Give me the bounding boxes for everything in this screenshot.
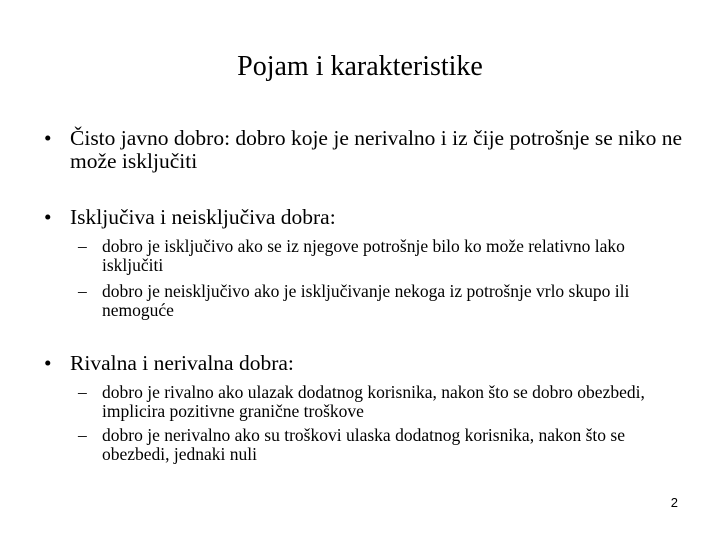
bullet-symbol: • (44, 351, 52, 375)
bullet-text: Rivalna i nerivalna dobra: (70, 351, 294, 375)
slide-title: Pojam i karakteristike (237, 51, 483, 82)
bullet-text: Čisto javno dobro: dobro koje je nerivalno i iz čije potrošnje se niko ne može isključiti (70, 126, 683, 173)
dash-symbol: – (78, 281, 87, 301)
dash-symbol: – (78, 382, 87, 402)
bullet-item-rival-goods (44, 352, 694, 375)
sub-item-text: dobro je neisključivo ako je isključivanje nekoga iz potrošnje vrlo skupo ili nemoguće (102, 281, 630, 320)
sub-item-rival (78, 383, 688, 421)
bullet-item-excludable-goods (44, 206, 694, 229)
page-number: 2 (670, 495, 678, 510)
dash-symbol: – (78, 425, 87, 445)
sub-item-text: dobro je nerivalno ako su troškovi ulaska dodatnog korisnika, nakon što se obezbedi, jednaki nuli (102, 425, 625, 464)
bullet-symbol: • (44, 205, 52, 229)
bullet-text: Isključiva i neisključiva dobra: (70, 205, 336, 229)
sub-item-text: dobro je isključivo ako se iz njegove potrošnje bilo ko može relativno lako isključiti (102, 236, 625, 275)
dash-symbol: – (78, 236, 87, 256)
sub-item-excludable (78, 237, 688, 275)
bullet-item-pure-public-good (44, 127, 694, 173)
sub-item-text: dobro je rivalno ako ulazak dodatnog korisnika, nakon što se dobro obezbedi, implicira pozitivne granične troškove (102, 382, 645, 421)
sub-item-non-rival (78, 426, 688, 464)
bullet-symbol: • (44, 126, 52, 150)
sub-item-non-excludable (78, 282, 688, 320)
